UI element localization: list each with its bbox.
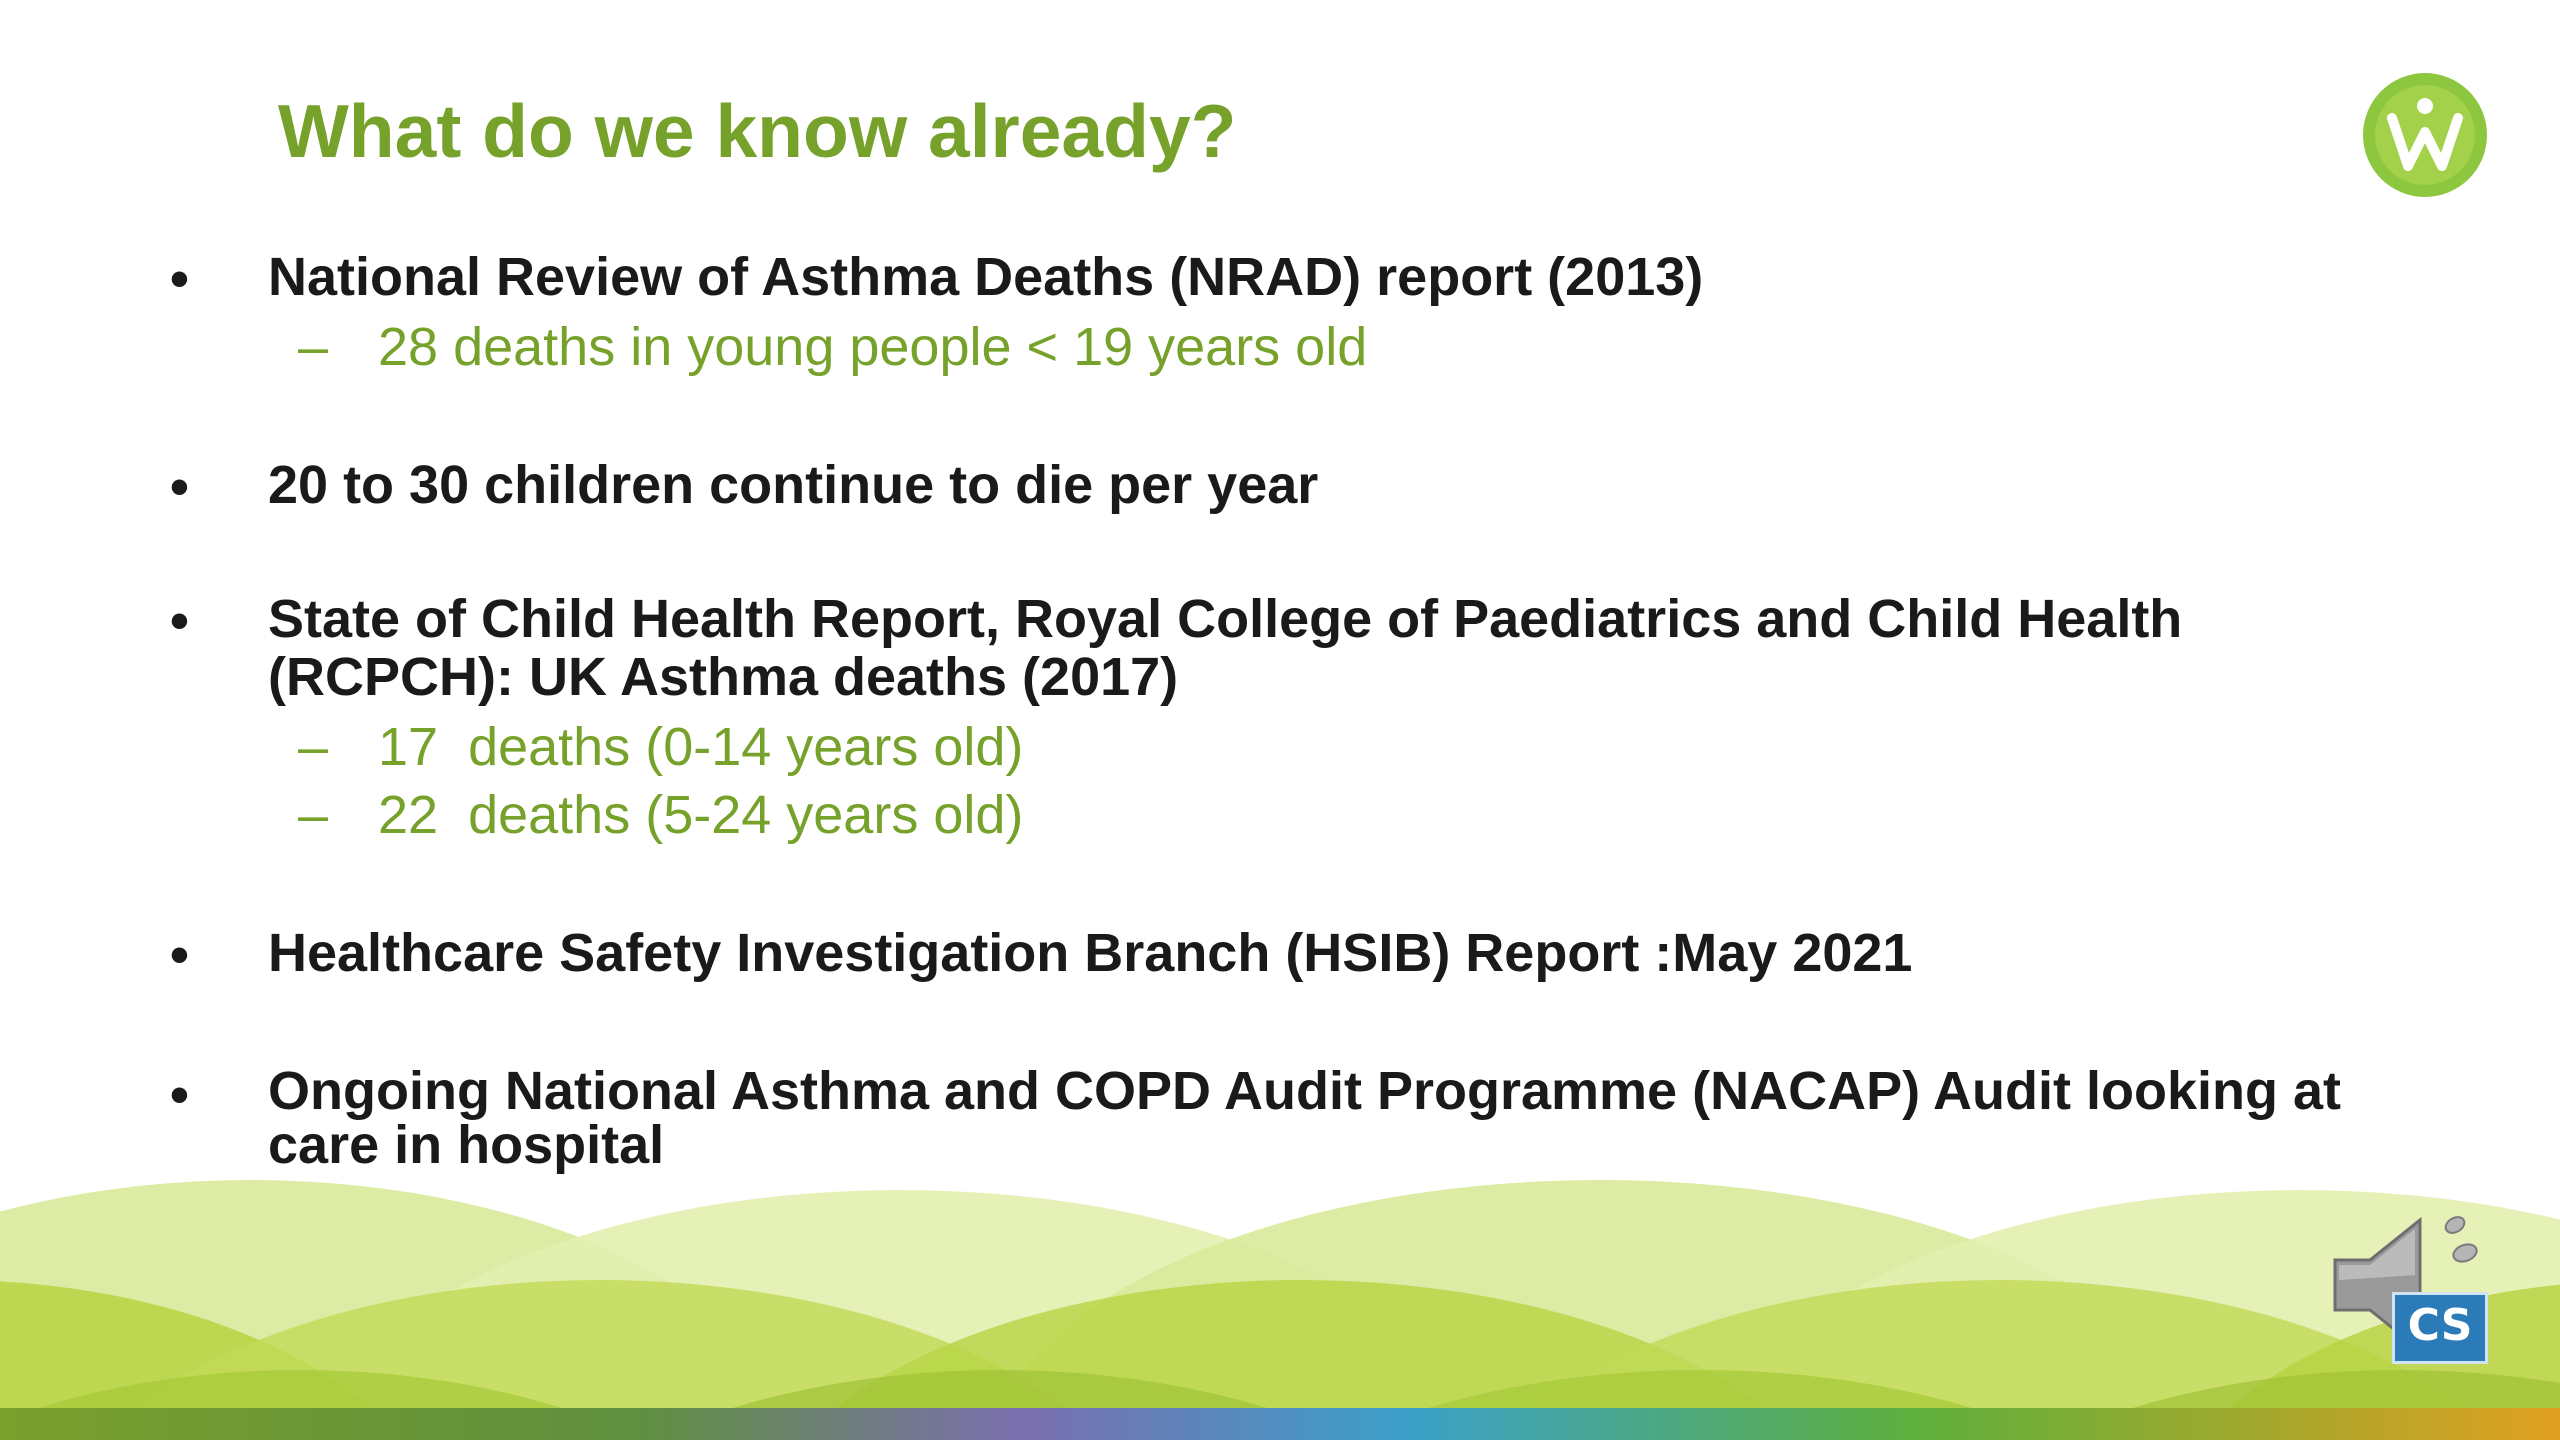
slide-title: What do we know already? [278,89,1237,173]
cs-badge: CS [2392,1292,2488,1364]
dash-marker: – [298,785,329,845]
bullet-text: Healthcare Safety Investigation Branch (HSIB) Report :May 2021 [268,923,1913,983]
bullet-marker: • [170,1065,189,1125]
sub-bullet-text: 28 deaths in young people < 19 years old [378,317,1368,377]
footer-decoration [0,1180,2560,1440]
sub-bullet-text: 17 deaths (0-14 years old) [378,717,1024,777]
bullet-text: Ongoing National Asthma and COPD Audit Programme (NACAP) Audit looking at care in hospital [268,1061,2342,1175]
dash-marker: – [298,317,329,377]
dash-marker: – [298,717,329,777]
bullet-text: 20 to 30 children continue to die per year [268,455,1319,515]
bullet-text: National Review of Asthma Deaths (NRAD) report (2013) [268,247,1704,307]
bullet-marker: • [170,591,189,651]
bullet-text: State of Child Health Report, Royal College of Paediatrics and Child Health (RCPCH): UK Asthma deaths (2017) [268,589,2183,707]
sub-bullet-text: 22 deaths (5-24 years old) [378,785,1024,845]
bullet-marker: • [170,457,189,517]
bullet-marker: • [170,925,189,985]
bullet-marker: • [170,249,189,309]
logo-icon [2360,70,2490,200]
